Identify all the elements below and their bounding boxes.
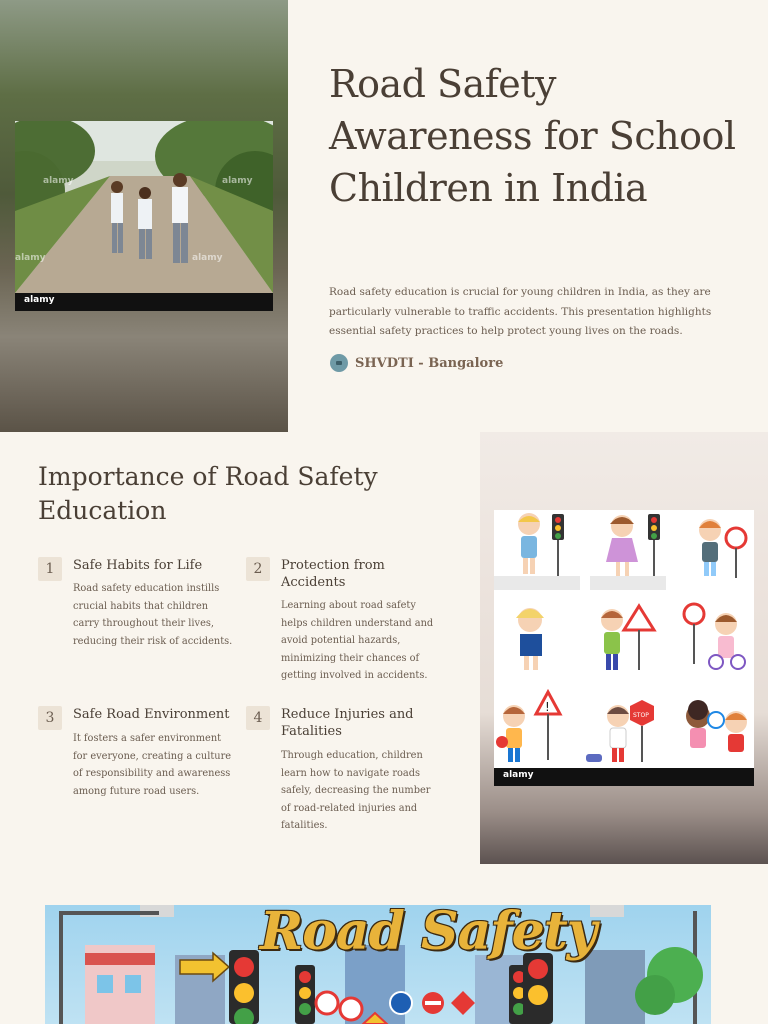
author-name: SHVDTI - Bangalore xyxy=(355,355,504,371)
hero-section xyxy=(0,0,768,432)
card-body: Road safety education instills crucial habits that children carry throughout their lives, reducing their risk of accidents. xyxy=(73,583,233,647)
card-title: Protection from Accidents xyxy=(281,558,385,590)
road-safety-banner xyxy=(45,905,711,1024)
avatar-icon xyxy=(330,354,348,372)
students-walking-photo xyxy=(15,121,273,311)
card-number: 4 xyxy=(246,706,270,730)
card-title: Reduce Injuries and Fatalities xyxy=(281,707,414,739)
watermark: alamy xyxy=(192,253,223,263)
banner-title: Road Safety xyxy=(260,905,596,962)
card-number: 1 xyxy=(38,557,62,581)
card-title: Safe Road Environment xyxy=(73,707,230,722)
card-title: Safe Habits for Life xyxy=(73,558,203,573)
kids-traffic-illustration xyxy=(494,510,754,786)
image-footer xyxy=(494,768,754,786)
watermark: alamy xyxy=(15,253,46,263)
watermark: alamy xyxy=(43,176,74,186)
page-title: Road Safety Awareness for School Children in India xyxy=(329,62,736,210)
card-body: It fosters a safer environment for everyone, creating a culture of responsibility and awareness among future road users. xyxy=(73,733,232,797)
banner-section xyxy=(0,864,768,1024)
card-number: 2 xyxy=(246,557,270,581)
alamy-logo: alamy xyxy=(24,295,55,305)
watermark: alamy xyxy=(222,176,253,186)
author-badge xyxy=(330,353,503,373)
card-body: Through education, children learn how to navigate roads safely, decreasing the number of road-related injuries and fatalities. xyxy=(281,750,431,831)
kids-image-panel xyxy=(480,432,768,864)
intro-paragraph: Road safety education is crucial for young children in India, as they are particularly vulnerable to traffic accidents. This presentation highlights essential safety practices to help protect young lives on the roads. xyxy=(329,286,712,337)
svg-text:!: ! xyxy=(545,700,550,714)
importance-section xyxy=(0,432,768,864)
section-heading: Importance of Road Safety Education xyxy=(38,462,378,525)
svg-text:STOP: STOP xyxy=(633,712,649,719)
hero-image-panel xyxy=(0,0,288,432)
alamy-logo: alamy xyxy=(503,770,534,780)
card-body: Learning about road safety helps children understand and avoid potential hazards, minimizing their chances of getting involved in accidents. xyxy=(281,600,434,681)
card-number: 3 xyxy=(38,706,62,730)
photo-footer xyxy=(15,293,273,311)
